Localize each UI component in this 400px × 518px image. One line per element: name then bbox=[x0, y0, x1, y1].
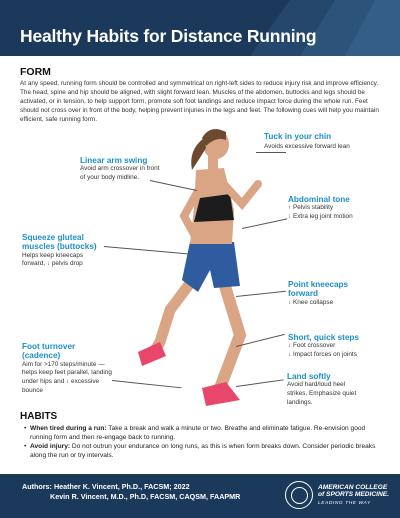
callout-line: ↓ Extra leg joint motion bbox=[288, 213, 353, 220]
form-intro: At any speed, running form should be controlled and symmetrical on right-left sides to reduce injury risk and improve efficiency. The head, spine and hip should be aligned, with slight forward lean. Muscles of the abdomen, buttocks and legs should be activated, or in tension, to help support form, promote soft foot landings and reduce impact force during the whole run. Feet should not cross over in front of the body, helping prevent injuries in the legs and feet. The following cues will help you maintain efficient, safe running form. bbox=[20, 80, 379, 124]
callout-arm bbox=[80, 156, 162, 183]
form-heading: FORM bbox=[20, 66, 51, 78]
callout-title: Linear arm swing bbox=[80, 156, 148, 165]
callout-line: ↓ Impact forces on joints bbox=[288, 351, 357, 358]
authors bbox=[22, 482, 240, 502]
callout-desc: Avoid hard/loud heel strikes. Emphasize quiet landings. bbox=[287, 381, 357, 406]
page-title: Healthy Habits for Distance Running bbox=[20, 26, 317, 46]
callout-desc: Avoid arm crossover in front of your body midline. bbox=[80, 165, 160, 181]
org-line: of SPORTS MEDICINE. bbox=[318, 491, 389, 499]
callout-land bbox=[287, 372, 357, 407]
callout-title: Tuck in your chin bbox=[264, 132, 332, 141]
sports-top bbox=[194, 194, 234, 222]
author-line: Authors: Heather K. Vincent, Ph.D., FACSM; 2022 bbox=[22, 482, 190, 491]
callout-chin bbox=[264, 132, 350, 151]
author-line: Kevin R. Vincent, M.D., Ph.D, FACSM, CAQSM, FAAPMR bbox=[50, 492, 241, 501]
org-tagline: LEADING THE WAY bbox=[318, 500, 371, 506]
acsm-logo-icon bbox=[285, 481, 313, 509]
acsm-wordmark bbox=[318, 484, 389, 507]
habit-item bbox=[24, 442, 386, 460]
org-line: AMERICAN COLLEGE bbox=[318, 484, 388, 491]
callout-desc: ↓ Knee collapse bbox=[288, 298, 334, 306]
habit-label: When tired during a run: bbox=[30, 425, 107, 432]
callout-desc: Helps keep kneecaps forward, ↓ pelvis drop bbox=[22, 251, 84, 268]
callout-title: Abdominal tone bbox=[288, 195, 350, 204]
bullet: • bbox=[24, 425, 27, 432]
callout-title: Point kneecaps forward bbox=[288, 280, 349, 299]
footer bbox=[0, 474, 400, 518]
callout-title: Short, quick steps bbox=[288, 333, 359, 342]
callout-desc: Avoids excessive forward lean bbox=[264, 142, 350, 150]
habit-text: Take a break and walk a minute or two. Breathe and eliminate fatigue. Re-envision good running form and then re-engage back to running. bbox=[30, 425, 366, 442]
callout-line: ↑ Pelvis stability bbox=[288, 204, 334, 212]
callout-kneecaps bbox=[288, 280, 368, 307]
ponytail bbox=[191, 138, 206, 170]
habit-label: Avoid injury: bbox=[30, 443, 71, 451]
callout-abdominal bbox=[288, 195, 353, 222]
callout-steps bbox=[288, 333, 359, 360]
header-banner bbox=[0, 0, 400, 56]
shorts bbox=[182, 242, 240, 292]
callout-title: Foot turnover (cadence) bbox=[22, 342, 76, 361]
callout-gluteal bbox=[22, 233, 104, 269]
bullet: • bbox=[24, 443, 27, 451]
habits-heading: HABITS bbox=[20, 411, 58, 422]
callout-title: Land softly bbox=[287, 372, 331, 381]
front-shoe bbox=[202, 382, 240, 406]
callout-turnover bbox=[22, 342, 114, 395]
callout-line: ↓ Foot crossover bbox=[288, 342, 336, 350]
habit-item bbox=[24, 424, 386, 442]
habit-text: Do not outrun your endurance on long runs, as this is when form breaks down. Consider periodic breaks along the run or try intervals. bbox=[30, 443, 376, 460]
leader-chin bbox=[256, 152, 286, 153]
callout-title: Squeeze gluteal muscles (buttocks) bbox=[22, 233, 97, 252]
habits-list bbox=[24, 424, 386, 460]
callout-desc: Aim for >170 steps/minute — helps keep feet parallel, landing under hips and ↓ excessive bounce bbox=[22, 360, 112, 394]
